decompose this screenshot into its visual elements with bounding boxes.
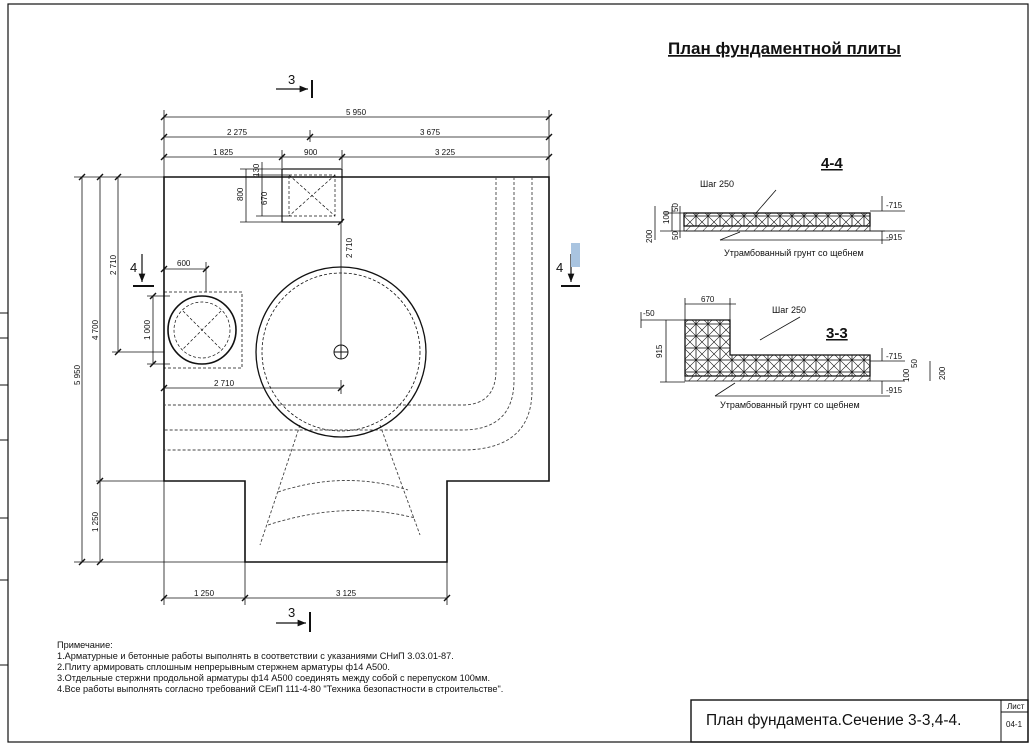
plan-path-dashed	[164, 177, 532, 545]
dim-width-b: 3 675	[420, 128, 441, 137]
dim-bottom-a: 1 250	[194, 589, 215, 598]
sheet-frame	[8, 4, 1028, 742]
note-item-1: 1.Арматурные и бетонные работы выполнять в соответствии с указаниями СНиП 3.03.01-87.	[57, 651, 454, 661]
drawing-title: План фундаментной плиты	[668, 39, 901, 58]
dim-left-c: 1 250	[91, 511, 100, 532]
stamp-sheet-label: Лист	[1007, 702, 1025, 711]
notes-heading: Примечание:	[57, 640, 113, 650]
section-4-4-slab	[660, 213, 885, 231]
section-3-3-d50: 50	[910, 359, 919, 368]
dim-pit-130: 130	[252, 163, 261, 177]
section-3-3-soil: Утрамбованный грунт со щебнем	[720, 400, 860, 410]
notes-block	[57, 640, 617, 695]
section-4-4-step: Шаг 250	[700, 179, 735, 189]
dim-pit-1000: 1 000	[143, 319, 152, 340]
section-4-4-d50a: 50	[671, 203, 680, 212]
dim-pit-800: 800	[236, 187, 245, 201]
left-margin-ticks	[0, 313, 8, 665]
cut-label-3-bottom: 3	[288, 605, 296, 620]
note-item-2: 2.Плиту армировать сплошным непрерывным стержнем арматуры ф14 А500.	[57, 662, 390, 672]
dim-width-a: 2 275	[227, 128, 248, 137]
section-4-4-soil: Утрамбованный грунт со щебнем	[724, 248, 864, 258]
plan-pit-left	[164, 292, 242, 368]
section-4-4-title: 4-4	[821, 155, 843, 172]
dim-pit-670: 670	[260, 191, 269, 205]
section-4-4-lvl-bot: -915	[886, 233, 903, 242]
section-4-4-d200: 200	[645, 229, 654, 243]
plan-dims-left	[74, 174, 245, 565]
section-3-3-d100: 100	[902, 368, 911, 382]
dim-left-total: 5 950	[73, 364, 82, 385]
section-3-3-step: Шаг 250	[772, 305, 807, 315]
stamp-sheet-number: 04-1	[1006, 720, 1023, 729]
cut-label-3-top: 3	[288, 72, 296, 87]
stamp-title: План фундамента.Сечение 3-3,4-4.	[706, 712, 962, 729]
dim-width-c: 1 825	[213, 148, 234, 157]
section-3-3-top-lvl: -50	[643, 309, 655, 318]
dim-overall-width: 5 950	[346, 108, 367, 117]
plan-outline	[164, 177, 549, 562]
plan-dims-top	[161, 110, 552, 177]
cut-label-4-right: 4	[556, 260, 564, 275]
dim-width-d: 900	[304, 148, 318, 157]
section-3-3-title: 3-3	[826, 325, 848, 342]
note-item-3: 3.Отдельные стержни продольной арматуры ф14 А500 соединять между собой с перепуском 100мм.	[57, 673, 491, 683]
section-3-3-d915: 915	[655, 344, 664, 358]
dim-circle-v: 2 710	[345, 237, 354, 258]
dim-pit-600: 600	[177, 259, 191, 268]
dim-bottom-b: 3 125	[336, 589, 357, 598]
dim-left-b: 2 710	[109, 254, 118, 275]
cut-label-4-left: 4	[130, 260, 138, 275]
dim-width-e: 3 225	[435, 148, 456, 157]
section-4-4-lvl-top: -715	[886, 201, 903, 210]
note-item-4: 4.Все работы выполнять согласно требований СЕиП 111-4-80 "Техника безопастности в строительстве".	[57, 684, 504, 694]
pit-left-dims	[147, 262, 209, 367]
dim-left-a: 4 700	[91, 319, 100, 340]
plan-dims-bottom	[161, 481, 450, 605]
section-4-4-d100: 100	[662, 210, 671, 224]
section-3-3-d200: 200	[938, 366, 947, 380]
selection-marker	[571, 243, 580, 267]
section-4-4-d50b: 50	[671, 231, 680, 240]
dim-circle-h: 2 710	[214, 379, 235, 388]
section-3-3-lvl-bot: -915	[886, 386, 903, 395]
section-3-3-w670: 670	[701, 295, 715, 304]
section-3-3-lvl-top: -715	[886, 352, 903, 361]
